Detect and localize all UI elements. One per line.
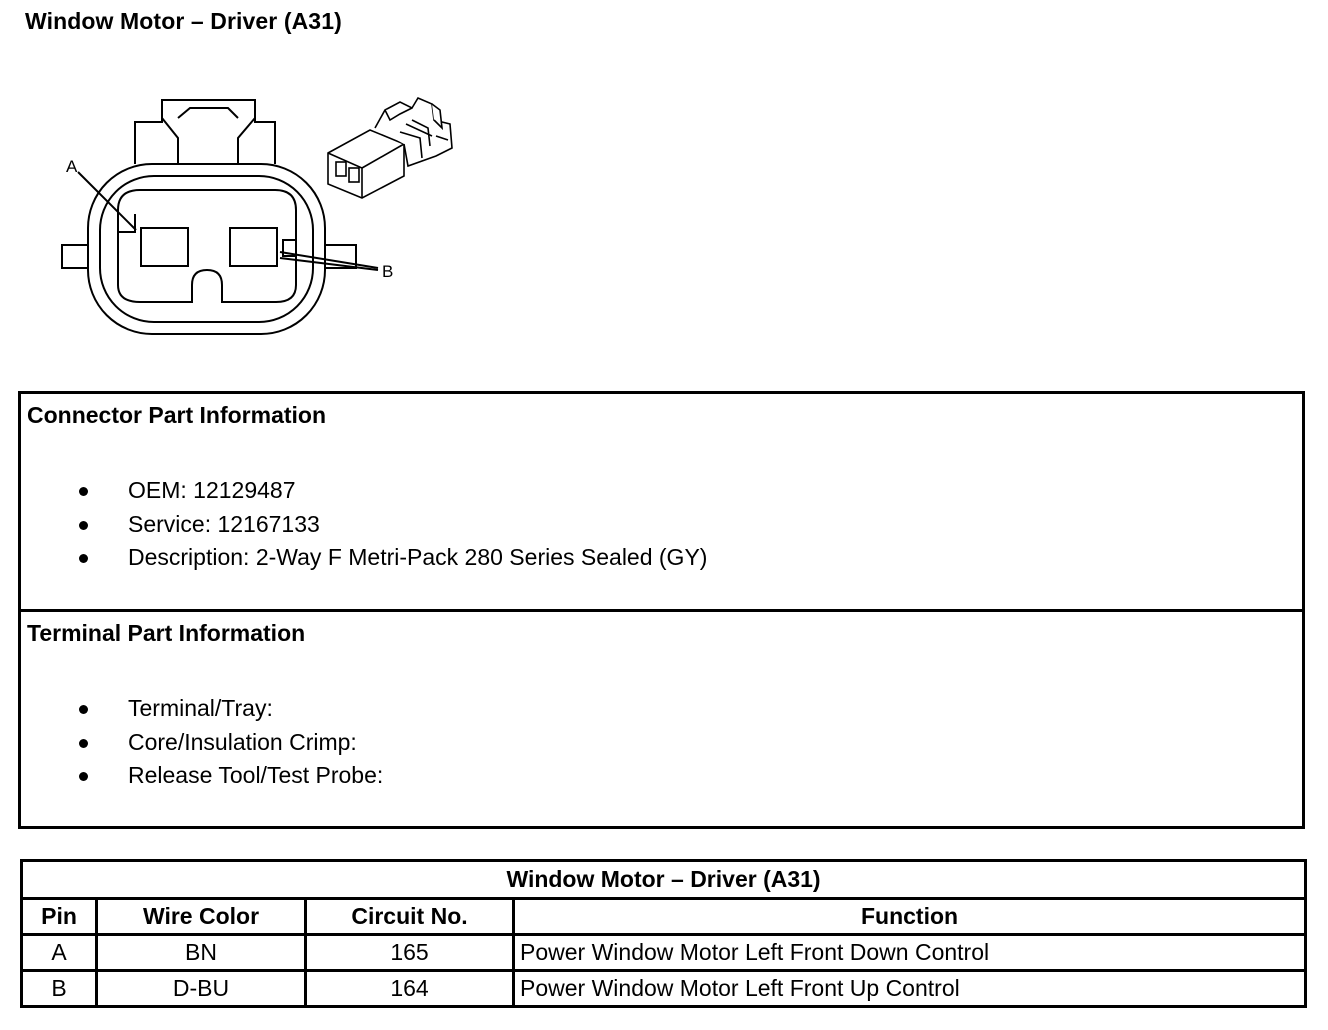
list-item-text: Core/Insulation Crimp: [128, 728, 357, 755]
part-information-box [18, 391, 1305, 829]
connector-diagram [40, 80, 470, 350]
terminal-info-list [73, 692, 383, 793]
table-caption: Window Motor – Driver (A31) [22, 861, 1306, 899]
cell-wire-color: BN [97, 935, 306, 971]
connector-part-info-section [21, 394, 1302, 612]
list-item-text: Service: 12167133 [128, 510, 320, 537]
list-item-text: OEM: 12129487 [128, 477, 296, 503]
column-header-pin: Pin [22, 899, 97, 935]
list-item-text: Release Tool/Test Probe: [128, 762, 384, 788]
column-header-circuit-no: Circuit No. [306, 899, 514, 935]
terminal-info-heading: Terminal Part Information [27, 620, 306, 646]
list-item [73, 759, 383, 793]
cell-pin: A [22, 935, 97, 971]
list-item [73, 541, 707, 575]
cell-circuit-no: 164 [306, 971, 514, 1007]
cell-pin: B [22, 971, 97, 1007]
list-item [73, 508, 707, 542]
cell-circuit-no: 165 [306, 935, 514, 971]
bullet-icon [79, 554, 88, 563]
bullet-icon [79, 772, 88, 781]
terminal-part-info-section [21, 612, 1302, 826]
list-item [73, 726, 383, 760]
callout-label-b: B [382, 262, 394, 281]
bullet-icon [79, 705, 88, 714]
bullet-icon [79, 739, 88, 748]
callout-label-a: A [66, 157, 78, 176]
cell-wire-color: D-BU [97, 971, 306, 1007]
table-row [22, 971, 1306, 1007]
list-item-text: Terminal/Tray: [128, 695, 273, 721]
connector-iso-view [328, 98, 452, 198]
column-header-wire-color: Wire Color [97, 899, 306, 935]
bullet-icon [79, 521, 88, 530]
connector-info-list [73, 474, 707, 575]
connector-face-drawing [40, 80, 470, 350]
column-header-function: Function [514, 899, 1306, 935]
pinout-table [20, 859, 1307, 1008]
list-item-text: Description: 2-Way F Metri-Pack 280 Series Sealed (GY) [128, 544, 708, 570]
list-item [73, 474, 707, 508]
cell-function: Power Window Motor Left Front Up Control [514, 971, 1306, 1007]
connector-info-heading: Connector Part Information [27, 402, 327, 428]
bullet-icon [79, 487, 88, 496]
cell-function: Power Window Motor Left Front Down Control [514, 935, 1306, 971]
page-title: Window Motor – Driver (A31) [25, 8, 342, 34]
table-row [22, 935, 1306, 971]
list-item [73, 692, 383, 726]
